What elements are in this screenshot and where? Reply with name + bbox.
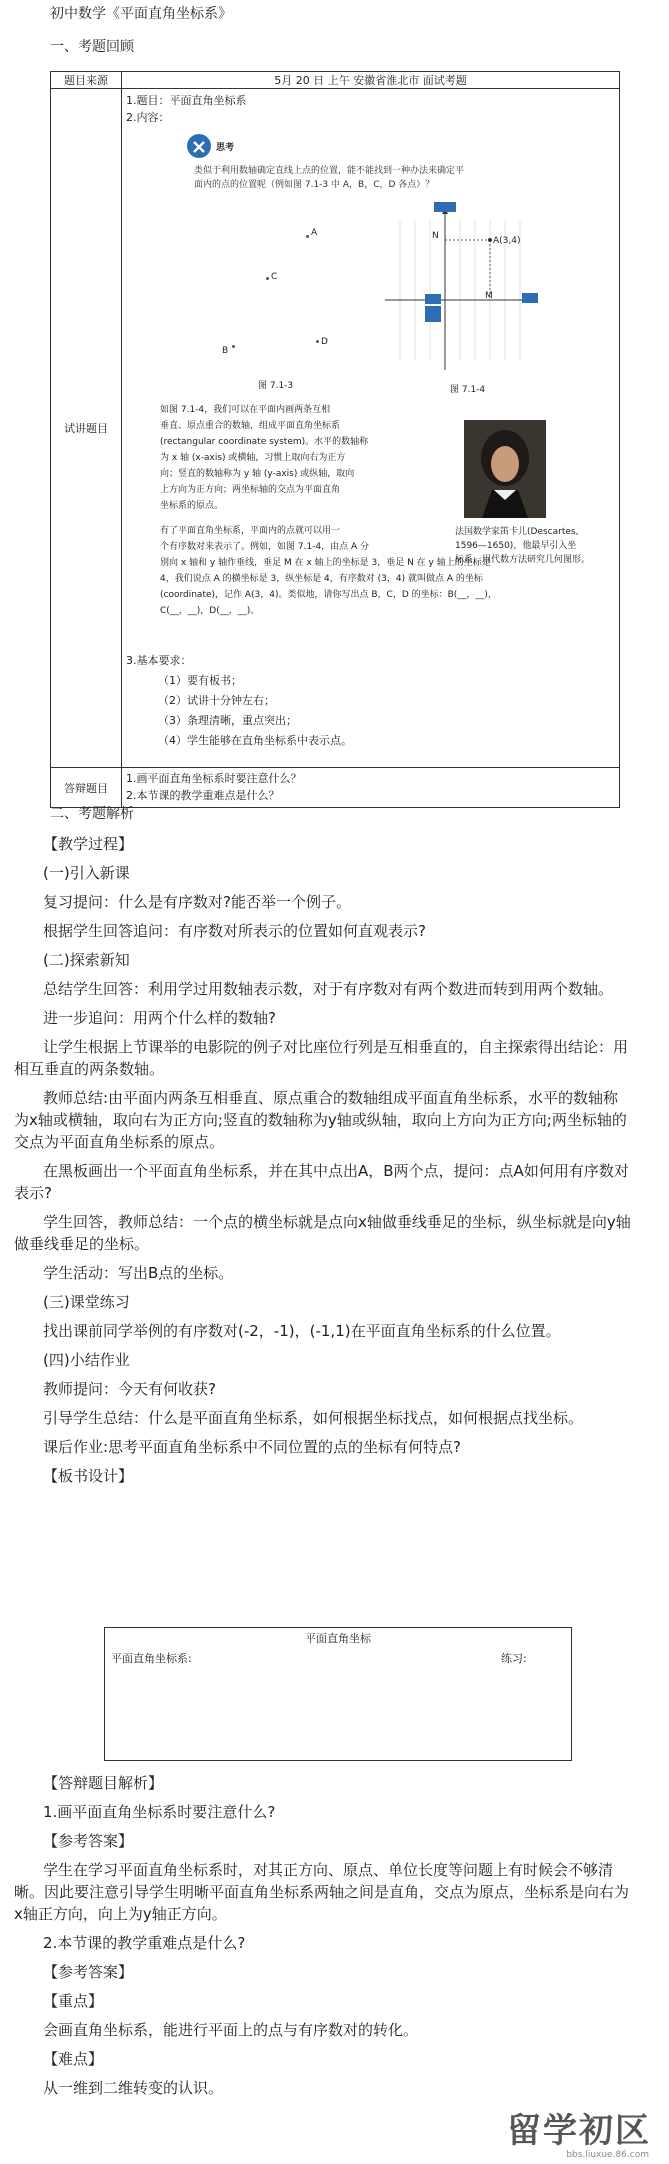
board-design-box — [104, 1627, 572, 1761]
figure-caption-right: 图 7.1-4 — [450, 385, 486, 395]
think-text-1: 类似于利用数轴确定直线上点的位置，能不能找到一种办法来确定平 — [194, 166, 465, 176]
paragraph: 表示? — [14, 1184, 52, 1202]
key-point-text: 会画直角坐标系，能进行平面上的点与有序数对的转化。 — [43, 2021, 419, 2039]
paragraph: 根据学生回答追问：有序数对所表示的位置如何直观表示? — [43, 922, 426, 940]
topic-label: 试讲题目 — [51, 89, 122, 768]
paragraph: 让学生根据上节课举的电影院的例子对比座位行列是互相垂直的，自主探索得出结论：用 — [43, 1038, 629, 1056]
defense-q2: 2.本节课的教学重难点是什么？ — [126, 789, 280, 802]
paragraph: 在黑板画出一个平面直角坐标系，并在其中点出A，B两个点，提问：点A如何用有序数对 — [43, 1162, 629, 1180]
portrait-caption-2: 1596—1650)，他最早引入坐 — [455, 541, 577, 551]
paragraph: 做垂线垂足的坐标。 — [14, 1235, 150, 1253]
subsection-3: (三)课堂练习 — [43, 1293, 130, 1311]
section-heading-review: 一、考题回顾 — [50, 39, 134, 55]
point-label: B — [222, 346, 229, 356]
question-2: 2.本节课的教学重难点是什么? — [43, 1934, 246, 1952]
board-left-label: 平面直角坐标系: — [111, 1652, 192, 1665]
portrait-caption-3: 标系，用代数方法研究几何图形。 — [455, 555, 591, 565]
paragraph: 找出课前同学举例的有序数对(-2，-1)，(-1,1)在平面直角坐标系的什么位置。 — [43, 1322, 561, 1340]
reference-answer-2: 【参考答案】 — [43, 1963, 134, 1981]
source-label: 题目来源 — [51, 72, 122, 89]
defense-label: 答辩题目 — [51, 768, 122, 808]
answer-1: 学生在学习平面直角坐标系时，对其正方向、原点、单位长度等问题上有时候会不够清 — [43, 1861, 614, 1879]
paragraph: 学生活动：写出B点的坐标。 — [43, 1264, 234, 1282]
requirements-title: 3.基本要求： — [126, 654, 192, 667]
difficulty-title: 【难点】 — [43, 2050, 104, 2068]
requirement-item: （1）要有板书； — [158, 674, 242, 687]
descartes-portrait — [464, 420, 546, 518]
coordinate-figure-7-1-4 — [380, 200, 540, 380]
requirement-item: （4）学生能够在直角坐标系中表示点。 — [158, 734, 352, 747]
answer-1: 晰。因此要注意引导学生明晰平面直角坐标系两轴之间是直角，交点为原点，坐标系是向右为 — [14, 1883, 630, 1901]
paragraph: 课后作业:思考平面直角坐标系中不同位置的点的坐标有何特点? — [43, 1438, 462, 1456]
key-point-title: 【重点】 — [43, 1992, 104, 2010]
board-design-title: 【板书设计】 — [43, 1467, 134, 1485]
doc-title: 初中数学《平面直角坐标系》 — [50, 6, 232, 22]
reference-answer-1: 【参考答案】 — [43, 1832, 134, 1850]
difficulty-text: 从一维到二维转变的认识。 — [43, 2079, 224, 2097]
requirement-item: （2）试讲十分钟左右； — [158, 694, 275, 707]
point-a-label: A(3,4) — [493, 236, 521, 246]
paragraph: 复习提问：什么是有序数对?能否举一个例子。 — [43, 893, 351, 911]
watermark-logo: 留学初区 — [507, 2111, 651, 2151]
paragraph: 教师提问：今天有何收获? — [43, 1380, 216, 1398]
point-n-label: N — [432, 231, 439, 241]
paragraph: 引导学生总结：什么是平面直角坐标系，如何根据坐标找点，如何根据点找坐标。 — [43, 1409, 584, 1427]
paragraph: 总结学生回答：利用学过用数轴表示数，对于有序数对有两个数进而转到用两个数轴。 — [43, 980, 614, 998]
point-label: A — [311, 228, 318, 238]
think-title: 思考 — [216, 143, 235, 153]
paragraph: 交点为平面直角坐标系的原点。 — [14, 1133, 225, 1151]
requirement-item: （3）条理清晰，重点突出； — [158, 714, 297, 727]
figure-7-1-3 — [196, 205, 346, 375]
portrait-caption-1: 法国数学家笛卡儿(Descartes, — [455, 527, 579, 537]
subsection-2: (二)探索新知 — [43, 951, 130, 969]
board-heading: 平面直角坐标 — [305, 1632, 371, 1645]
watermark-url: bbs.liuxue.86.com — [566, 2150, 649, 2160]
think-text-2: 面内的点的位置呢（例如图 7.1-3 中 A，B，C，D 各点）？ — [194, 180, 435, 190]
subsection-4: (四)小结作业 — [43, 1351, 130, 1369]
defense-q1: 1.画平面直角坐标系时要注意什么？ — [126, 772, 302, 785]
paragraph: 进一步追问：用两个什么样的数轴? — [43, 1009, 276, 1027]
process-title: 【教学过程】 — [43, 835, 134, 853]
point-m-label: M — [485, 291, 493, 301]
question-1: 1.画平面直角坐标系时要注意什么? — [43, 1803, 276, 1821]
paragraph: 相互垂直的两条数轴。 — [14, 1060, 165, 1078]
paragraph: 教师总结:由平面内两条互相垂直、原点重合的数轴组成平面直角坐标系，水平的数轴称 — [43, 1089, 619, 1107]
board-right-label: 练习: — [501, 1652, 527, 1665]
paragraph: 学生回答，教师总结：一个点的横坐标就是点向x轴做垂线垂足的坐标，纵坐标就是向y轴 — [43, 1213, 631, 1231]
topic-line2: 2.内容： — [126, 111, 170, 124]
source-value: 5月 20 日 上午 安徽省淮北市 面试考题 — [122, 72, 620, 89]
subsection-1: (一)引入新课 — [43, 864, 130, 882]
think-icon — [186, 133, 212, 159]
paragraph: 为x轴或横轴，取向右为正方向;竖直的数轴称为y轴或纵轴，取向上方向为正方向;两坐标轴的 — [14, 1111, 627, 1129]
answer-1: x轴正方向，向上为y轴正方向。 — [14, 1905, 227, 1923]
defense-analysis-title: 【答辩题目解析】 — [43, 1774, 164, 1792]
section-heading-analysis: 二、考题解析 — [50, 806, 134, 822]
topic-line1: 1.题目：平面直角坐标系 — [126, 94, 247, 107]
figure-caption-left: 图 7.1-3 — [258, 381, 294, 391]
point-label: D — [321, 337, 328, 347]
point-label: C — [271, 272, 278, 282]
